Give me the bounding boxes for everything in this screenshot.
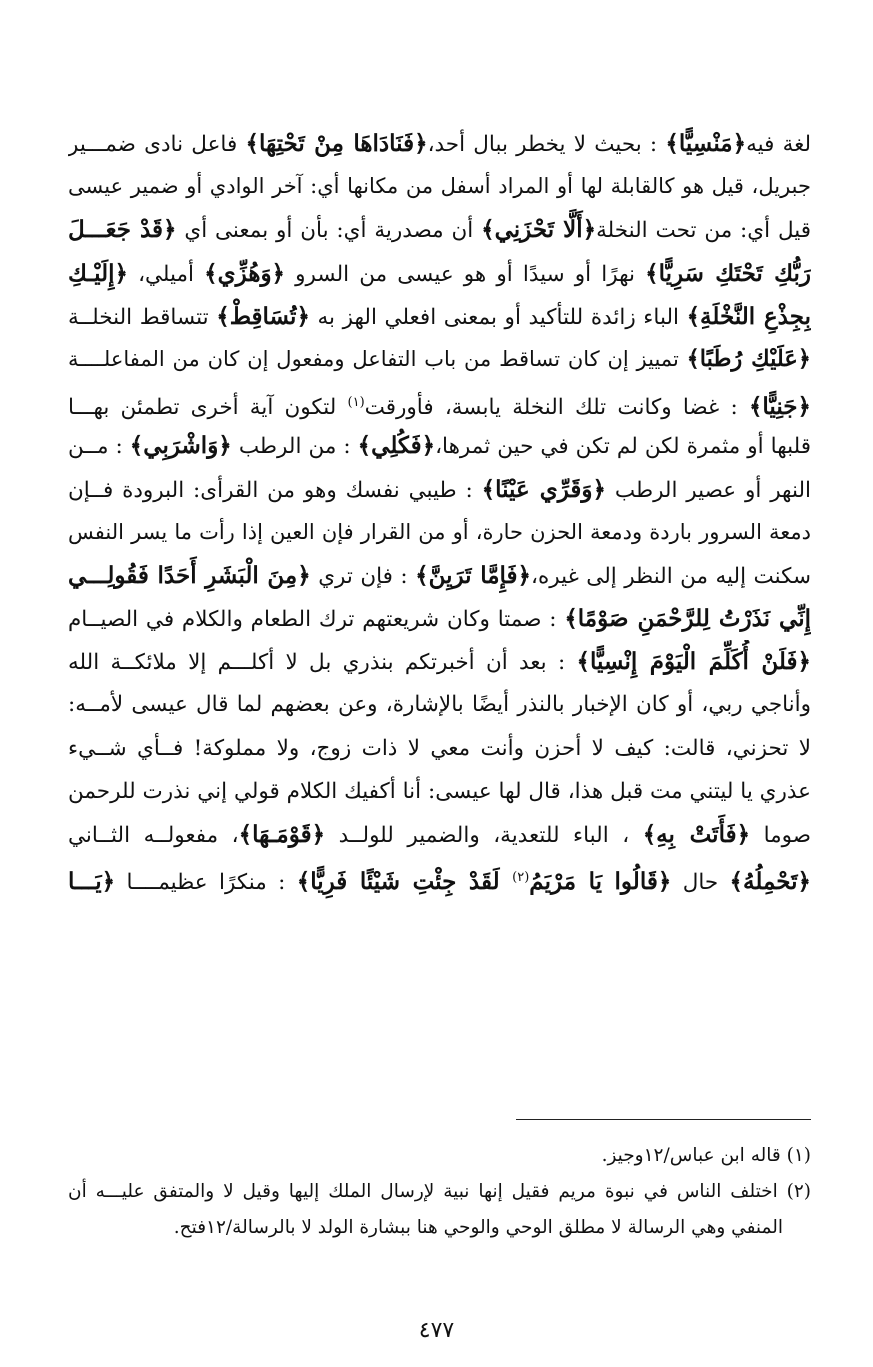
text-segment: ، مفعولــه الثــاني xyxy=(68,823,239,848)
footnote-separator xyxy=(516,1119,811,1120)
text-segment: دمعة السرور باردة ودمعة الحزن حارة، أو من القرار فإن العين إذا رأت ما يسر النفس xyxy=(68,519,811,544)
text-segment: تتساقط النخلــة xyxy=(68,304,217,330)
quran-quote: ﴿وَاشْرَبِي﴾ xyxy=(129,432,232,460)
text-segment: النهر أو عصير الرطب xyxy=(605,477,811,503)
quran-quote: إِنِّي نَذَرْتُ لِلرَّحْمَنِ صَوْمًا﴾ xyxy=(564,605,811,633)
quran-quote: رَبُّكِ تَحْتَكِ سَرِيًّا﴾ xyxy=(645,259,811,287)
text-segment: ، الباء للتعدية، والضمير للولــد xyxy=(325,823,643,848)
text-line xyxy=(68,122,811,165)
text-line xyxy=(68,468,811,511)
text-segment: : صمتا وكان شريعتهم ترك الطعام والكلام في الصيــام xyxy=(68,607,565,633)
footnote-marker: (١) xyxy=(347,395,365,411)
quran-quote: ﴿قَالُوا يَا مَرْيَمُ xyxy=(529,868,672,896)
quran-quote: بِجِذْعِ النَّخْلَةِ﴾ xyxy=(686,302,811,330)
text-segment: جبريل، قيل هو كالقابلة لها أو المراد أسفل من مكانها أي: آخر الوادي أو ضمير عيسى xyxy=(68,174,811,199)
text-line xyxy=(68,597,811,640)
text-segment: : فإن تري xyxy=(310,563,416,589)
quran-quote: ﴿قَوْمَـهَا﴾ xyxy=(238,821,326,848)
text-segment: : بحيث لا يخطر ببال أحد، xyxy=(427,132,666,157)
text-segment: : من الرطب xyxy=(231,434,358,460)
text-segment: : غضا وكانت تلك النخلة يابسة، فأورقت xyxy=(364,395,749,421)
footnotes-block xyxy=(68,1138,811,1246)
footnote-line: (١) قاله ابن عباس/١٢وجيز. xyxy=(601,1145,811,1166)
text-segment: حال xyxy=(671,870,730,896)
text-line xyxy=(68,683,811,726)
quran-quote: لَقَدْ جِئْتِ شَيْئًا فَرِيًّا﴾ xyxy=(296,868,513,896)
quran-quote: ﴿فَلَنْ أُكَلِّمَ الْيَوْمَ إِنْسِيًّا﴾ xyxy=(576,648,811,676)
text-line xyxy=(68,252,811,295)
quran-quote: ﴿تُسَاقِطْ﴾ xyxy=(216,302,310,330)
quran-quote: ﴿وَهُزِّي﴾ xyxy=(204,259,286,287)
text-segment: سكنت إليه من النظر إلى غيره، xyxy=(531,563,811,589)
quran-quote: ﴿مَنْسِيًّا﴾ xyxy=(665,130,747,157)
text-line xyxy=(68,208,811,251)
text-segment: تمييز إن كان تساقط من باب التفاعل ومفعول إن كان من المفاعلــــة xyxy=(68,346,687,371)
text-segment: لغة فيه xyxy=(746,132,811,157)
text-line xyxy=(68,424,811,467)
text-segment: أميلي، xyxy=(127,261,205,287)
footnote-line: (٢) اختلف الناس في نبوة مريم فقيل إنها نبية لإرسال الملك إليها وقيل لا والمتفق عليـــه أن xyxy=(68,1181,811,1202)
text-segment: فاعل نادى ضمـــير xyxy=(68,132,246,157)
quran-quote: ﴿يَـــا xyxy=(68,868,116,896)
text-segment: : طيبي نفسك وهو من القرأى: البرودة فــإن xyxy=(68,477,482,503)
page-number: ٤٧٧ xyxy=(418,1318,455,1343)
text-line xyxy=(68,554,811,597)
text-line xyxy=(68,295,811,338)
text-segment: وأناجي ربي، أو كان الإخبار بالنذر أيضًا بالإشارة، وعن بعضهم لما قال عيسى لأمــه: xyxy=(68,692,811,718)
quran-quote: ﴿إِلَيْـكِ xyxy=(68,259,128,287)
main-text-block xyxy=(68,122,811,899)
quran-quote: ﴿تَحْمِلُهُ﴾ xyxy=(729,868,811,896)
text-segment: قلبها أو مثمرة لكن لم تكن في حين ثمرها، xyxy=(435,434,811,460)
text-line xyxy=(68,727,811,770)
text-segment: صوما xyxy=(750,823,811,848)
text-segment: لتكون آية أخرى تطمئن بهـــا xyxy=(68,395,348,421)
text-segment: نهرًا أو سيدًا أو هو عيسى من السرو xyxy=(285,261,646,287)
text-segment: لا تحزني، قالت: كيف لا أحزن وأنت معي لا ذات زوج، ولا مملوكة! فــأي شــيء xyxy=(68,735,811,761)
quran-quote: ﴿وَقَرِّي عَيْنًا﴾ xyxy=(481,475,606,503)
text-segment: الباء زائدة للتأكيد أو بمعنى افعلي الهز به xyxy=(309,304,687,330)
footnote-line: المنفي وهي الرسالة لا مطلق الوحي والوحي هنا ببشارة الولد لا بالرسالة/١٢فتح. xyxy=(173,1217,783,1238)
text-line xyxy=(68,856,811,899)
quran-quote: ﴿قَدْ جَعَـــلَ xyxy=(68,216,177,244)
quran-quote: ﴿جَنِيًّا﴾ xyxy=(748,393,811,421)
text-line xyxy=(68,511,811,554)
text-segment: أن مصدرية أي: بأن أو بمعنى أي xyxy=(176,218,482,244)
text-segment: : مــن xyxy=(68,434,130,460)
text-line xyxy=(68,381,811,424)
text-line xyxy=(68,338,811,381)
quran-quote: ﴿فَإِمَّا تَرَيِنَّ﴾ xyxy=(415,561,532,589)
quran-quote: ﴿عَلَيْكِ رُطَبًا﴾ xyxy=(686,345,811,372)
quran-quote: ﴿مِنَ الْبَشَرِ أَحَدًا فَقُولِـــي xyxy=(68,561,311,589)
text-line xyxy=(68,640,811,683)
quran-quote: ﴿فَنَادَاهَا مِنْ تَحْتِهَا﴾ xyxy=(245,130,428,157)
text-segment: : بعد أن أخبرتكم بنذري بل لا أكلـــم إلا ملائكــة الله xyxy=(68,650,577,676)
text-segment: عذري يا ليتني مت قبل هذا، قال لها عيسى: أنا أكفيك الكلام قولي إني نذرت للرحمن xyxy=(68,778,811,804)
text-line xyxy=(68,770,811,813)
quran-quote: ﴿فَكُلِي﴾ xyxy=(357,432,436,460)
text-segment: قيل أي: من تحت النخلة xyxy=(596,218,811,244)
quran-quote: ﴿فَأَتَتْ بِهِ﴾ xyxy=(642,821,751,848)
quran-quote: ﴿أَلَّا تَحْزَنِي﴾ xyxy=(481,216,597,244)
text-line xyxy=(68,165,811,208)
text-segment: : منكرًا عظيمــــا xyxy=(115,870,297,896)
footnote-marker: (٢) xyxy=(512,870,530,886)
text-line xyxy=(68,813,811,856)
